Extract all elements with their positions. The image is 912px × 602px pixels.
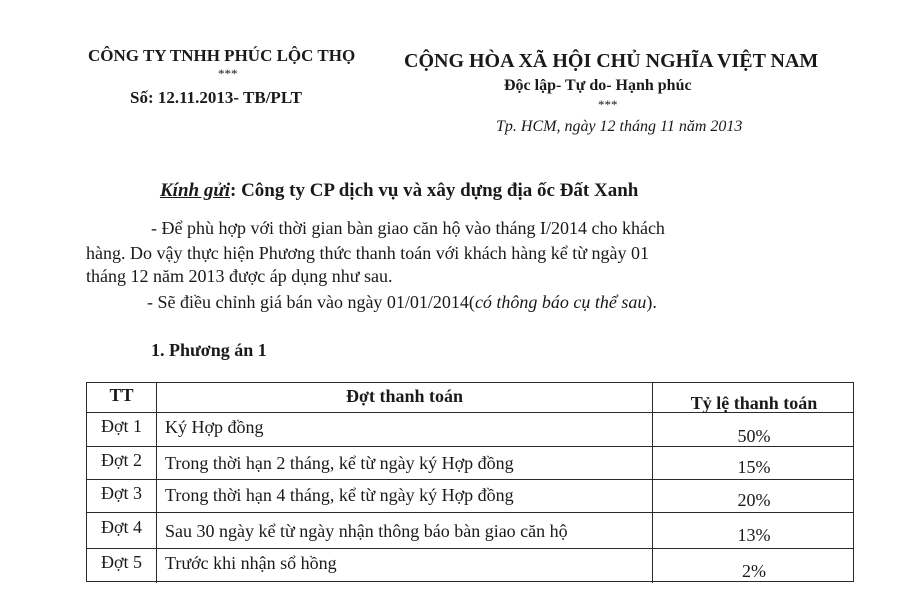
table-row [87, 513, 853, 549]
company-name: CÔNG TY TNHH PHÚC LỘC THỌ [88, 46, 356, 65]
body-line-4 [147, 292, 657, 313]
body-line-4-prefix: - Sẽ điều chỉnh giá bán vào ngày 01/01/2014( [147, 292, 475, 312]
greeting-label: Kính gửi [160, 180, 230, 201]
stars-divider-left: *** [218, 66, 238, 81]
row-tt: Đợt 1 [87, 413, 157, 446]
document-number: Số: 12.11.2013- TB/PLT [130, 88, 302, 107]
nation-title: CỘNG HÒA XÃ HỘI CHỦ NGHĨA VIỆT NAM [404, 50, 819, 72]
row-tt: Đợt 3 [87, 480, 157, 512]
header-cell-rate: Tỷ lệ thanh toán [690, 393, 818, 413]
table-row [87, 413, 853, 447]
national-motto: Độc lập- Tự do- Hạnh phúc [504, 77, 692, 94]
row-tt: Đợt 4 [87, 513, 157, 548]
table-row [87, 549, 853, 583]
header-cell-tt: TT [87, 383, 157, 412]
row-description: Trong thời hạn 4 tháng, kể từ ngày ký Hợp đồng [157, 480, 653, 512]
body-line-1: - Để phù hợp với thời gian bàn giao căn hộ vào tháng I/2014 cho khách [151, 218, 665, 238]
row-description: Trong thời hạn 2 tháng, kể từ ngày ký Hợp đồng [157, 447, 653, 479]
row-tt: Đợt 2 [87, 447, 157, 479]
table-row [87, 480, 853, 513]
stars-divider-right: *** [598, 97, 618, 112]
row-rate: 15% [737, 457, 771, 477]
body-line-2: hàng. Do vậy thực hiện Phương thức thanh toán với khách hàng kể từ ngày 01 [86, 243, 649, 263]
row-rate: 2% [742, 561, 766, 581]
document-date: Tp. HCM, ngày 12 tháng 11 năm 2013 [496, 118, 743, 135]
table-header-row [87, 383, 853, 413]
header-cell-installment: Đợt thanh toán [157, 383, 653, 412]
section-title: 1. Phương án 1 [151, 340, 267, 360]
row-description: Ký Hợp đồng [157, 413, 653, 446]
row-description: Sau 30 ngày kể từ ngày nhận thông báo bàn giao căn hộ [157, 513, 653, 548]
row-rate: 13% [737, 525, 771, 545]
greeting-line [160, 180, 638, 202]
body-line-4-suffix: ). [646, 292, 657, 312]
body-line-4-italic: có thông báo cụ thể sau [474, 292, 647, 312]
row-rate: 20% [737, 490, 771, 510]
payment-table [86, 382, 854, 582]
row-description: Trước khi nhận sổ hồng [157, 549, 653, 583]
greeting-recipient: : Công ty CP dịch vụ và xây dựng địa ốc Đất Xanh [230, 180, 639, 201]
body-line-3: tháng 12 năm 2013 được áp dụng như sau. [86, 266, 393, 286]
row-tt: Đợt 5 [87, 549, 157, 583]
row-rate: 50% [737, 426, 771, 446]
table-row [87, 447, 853, 480]
